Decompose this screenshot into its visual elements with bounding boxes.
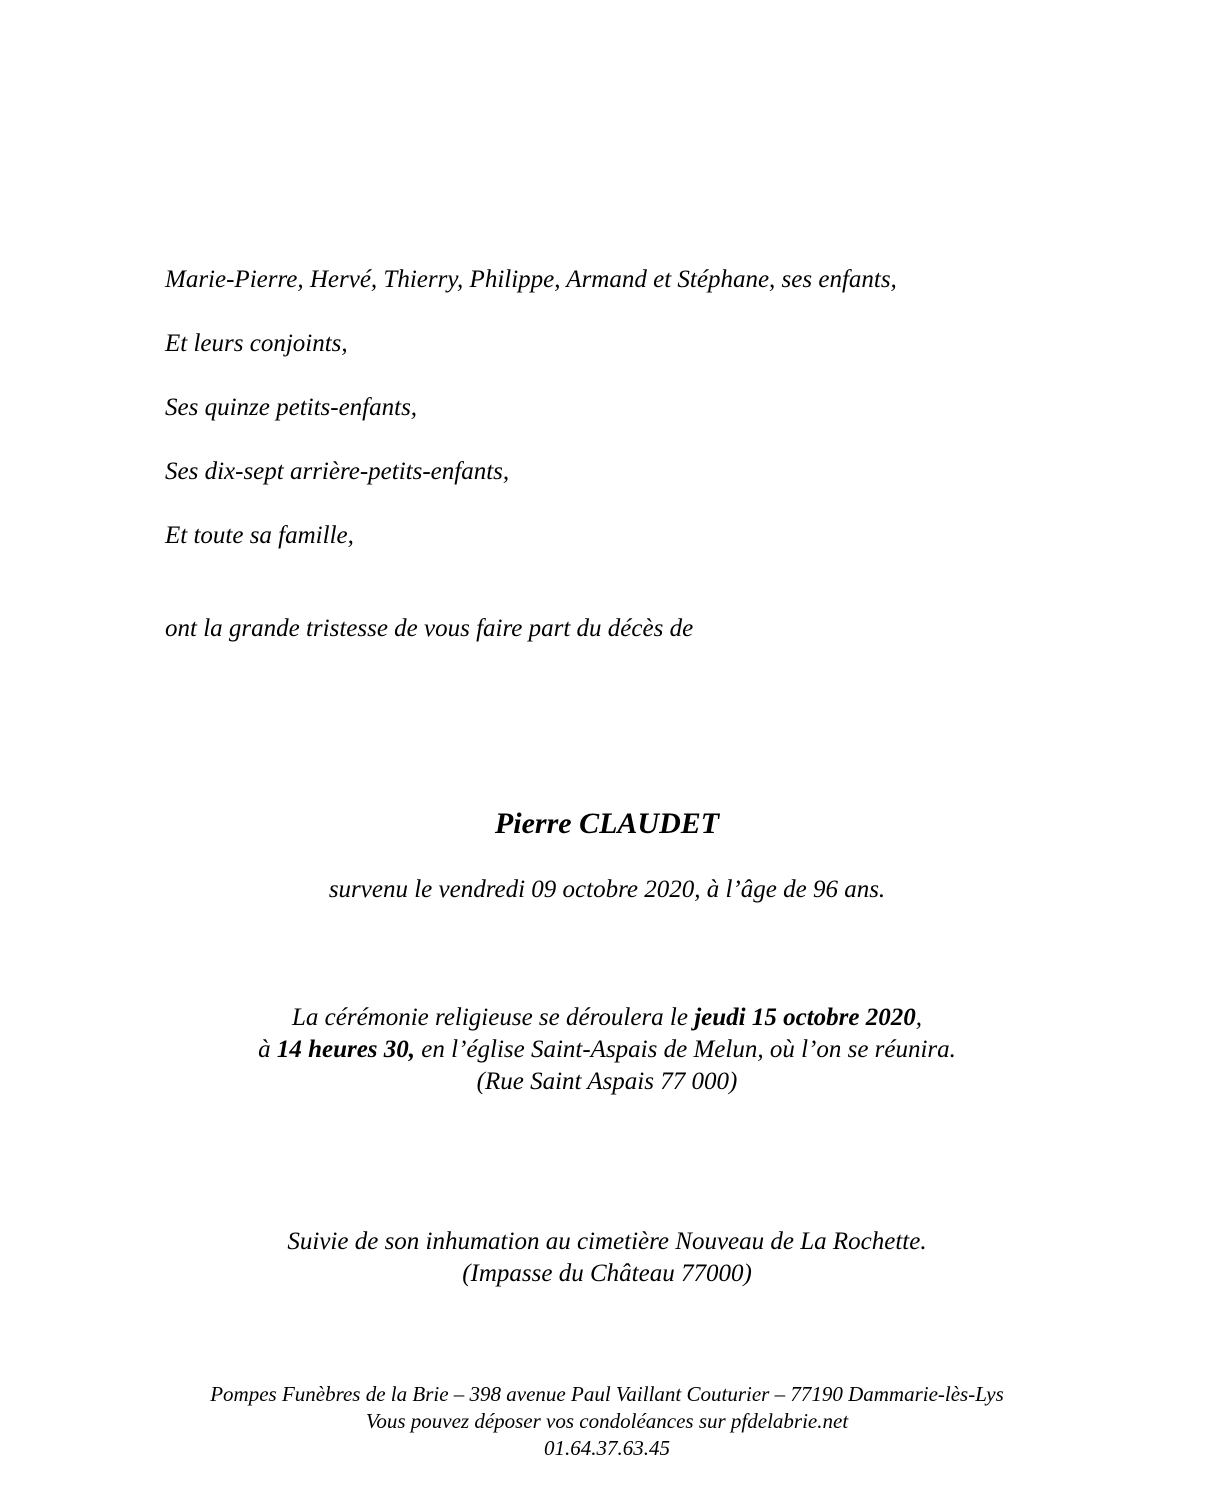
ceremony-date-suffix: , [915, 1004, 922, 1031]
ceremony-time-line [0, 1036, 1214, 1064]
footer-phone: 01.64.37.63.45 [544, 1436, 670, 1460]
ceremony-date-line [0, 1004, 1214, 1032]
family-grandchildren-line: Ses quinze petits-enfants, [165, 394, 418, 421]
death-info: survenu le vendredi 09 octobre 2020, à l’âge de 96 ans. [328, 876, 886, 903]
ceremony-date: jeudi 15 octobre 2020 [694, 1004, 916, 1031]
deceased-name: Pierre CLAUDET [494, 807, 720, 840]
ceremony-place: en l’église Saint-Aspais de Melun, où l’on se réunira. [415, 1036, 956, 1063]
family-great-grandchildren-line: Ses dix-sept arrière-petits-enfants, [165, 458, 510, 485]
announcement-text: ont la grande tristesse de vous faire part du décès de [165, 615, 694, 642]
burial-text: Suivie de son inhumation au cimetière Nouveau de La Rochette. [287, 1228, 927, 1255]
ceremony-time: 14 heures 30, [276, 1036, 416, 1063]
ceremony-address: (Rue Saint Aspais 77 000) [476, 1068, 738, 1095]
footer-condolences: Vous pouvez déposer vos condoléances sur pfdelabrie.net [365, 1409, 849, 1433]
family-spouses-line: Et leurs conjoints, [165, 330, 348, 357]
family-whole-line: Et toute sa famille, [165, 522, 354, 549]
ceremony-intro: La cérémonie religieuse se déroulera le [292, 1004, 695, 1031]
burial-address: (Impasse du Château 77000) [462, 1260, 752, 1287]
footer-company: Pompes Funèbres de la Brie – 398 avenue Paul Vaillant Couturier – 77190 Dammarie-lès-Lys [210, 1382, 1004, 1406]
ceremony-time-prefix: à [258, 1036, 277, 1063]
family-children-line: Marie-Pierre, Hervé, Thierry, Philippe, Armand et Stéphane, ses enfants, [165, 266, 897, 293]
